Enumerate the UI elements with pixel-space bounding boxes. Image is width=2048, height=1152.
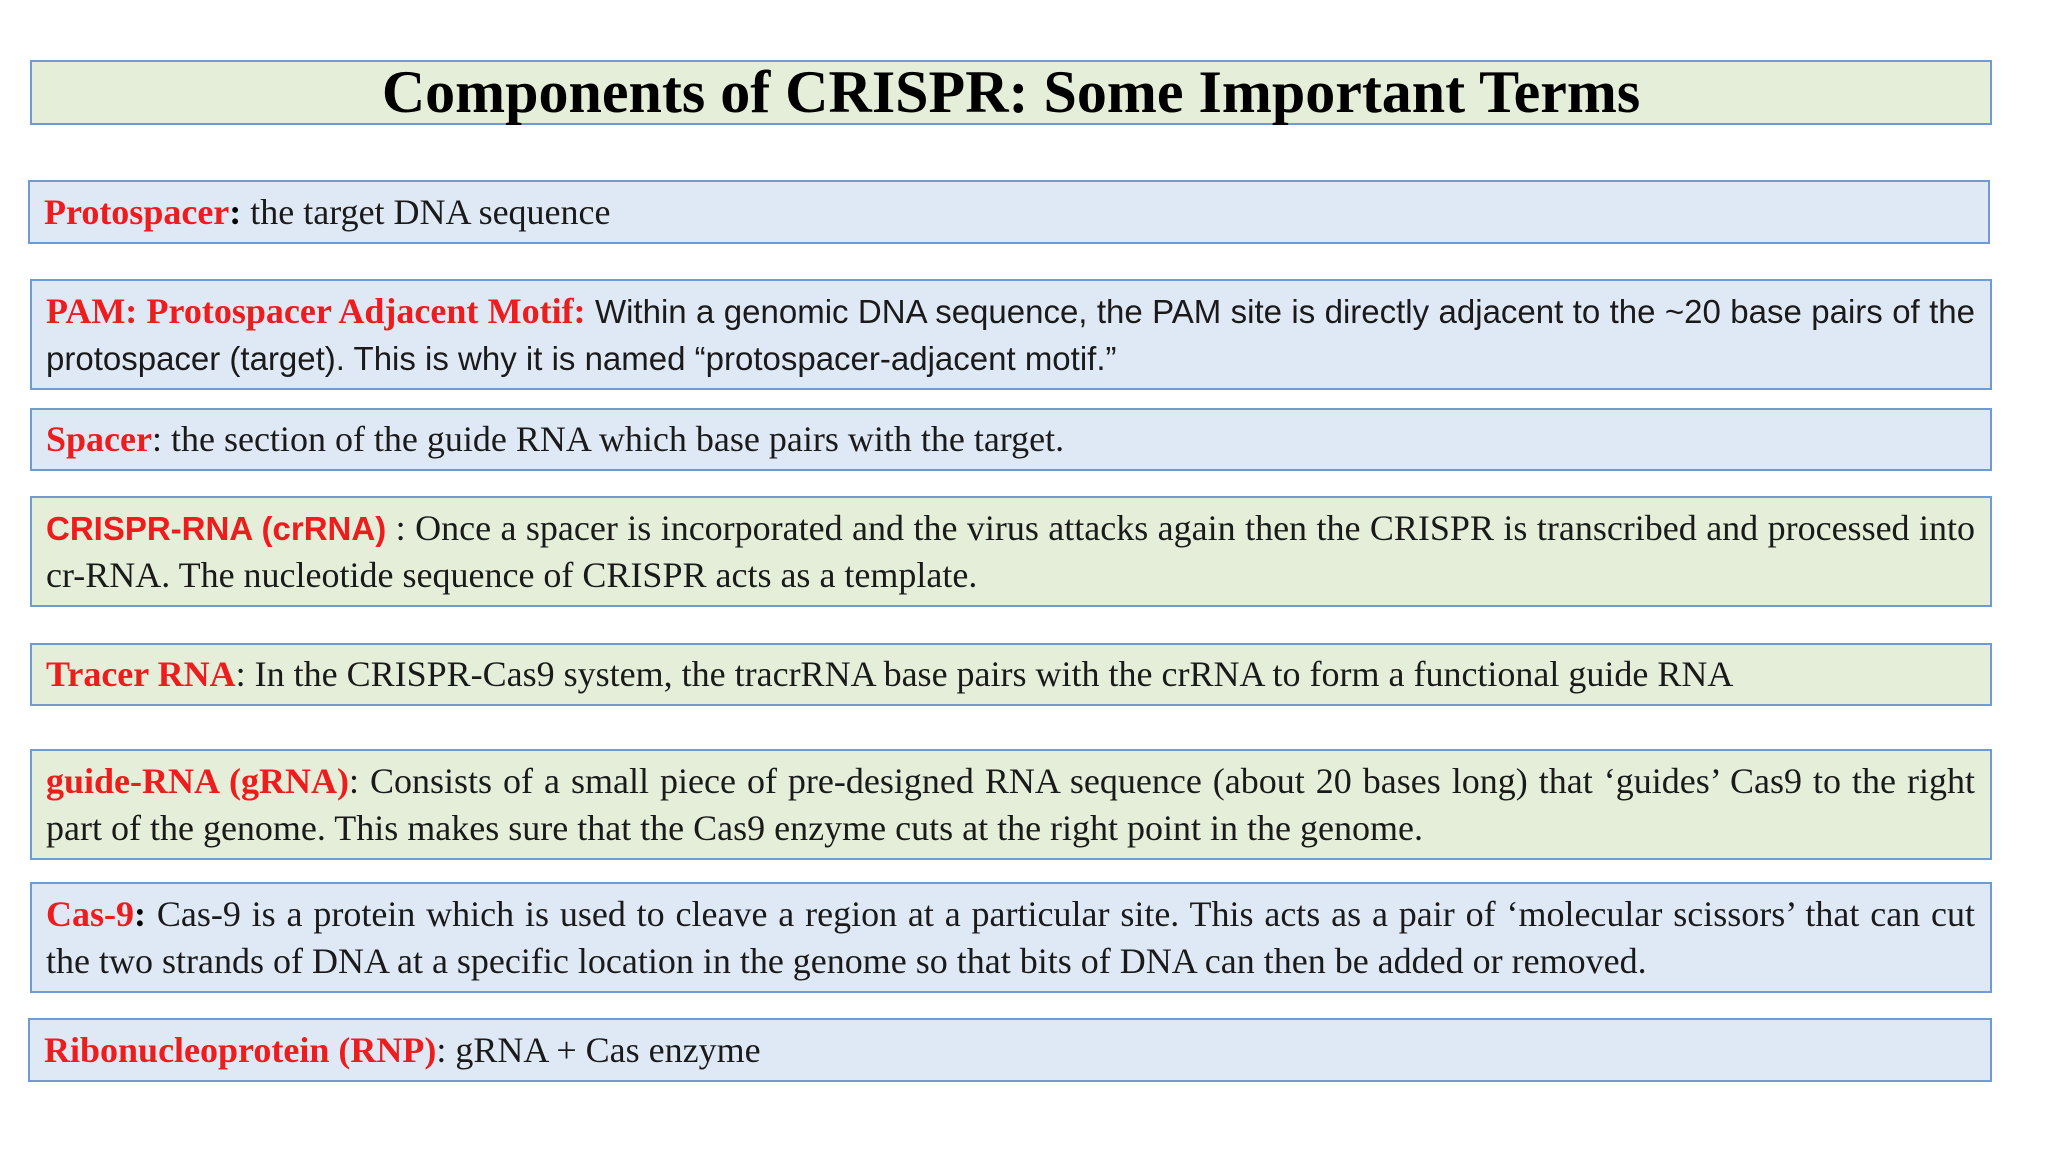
term-label: Protospacer (44, 191, 230, 232)
term-box-spacer (30, 408, 1992, 471)
term-definition: : Once a spacer is incorporated and the virus attacks again then the CRISPR is transcribed and processed into cr-RNA. The nucleotide sequence of CRISPR acts as a template. (46, 507, 1975, 595)
term-definition: Within a genomic DNA sequence, the PAM site is directly adjacent to the ~20 base pairs of the protospacer (target). This is why it is named “protospacer-adjacent motif.” (46, 292, 1975, 377)
term-box-guide-rna (30, 749, 1992, 860)
term-box-crrna (30, 496, 1992, 607)
term-text-spacer (46, 416, 1064, 463)
term-text-cas9 (46, 891, 1975, 985)
term-definition: : gRNA + Cas enzyme (436, 1029, 761, 1070)
term-label: CRISPR-RNA (crRNA) (46, 509, 387, 547)
term-text-tracer-rna (46, 651, 1733, 698)
term-definition: : Consists of a small piece of pre-designed RNA sequence (about 20 bases long) that ‘guides’ Cas9 to the right part of the genome. This makes sure that the Cas9 enzyme cuts at the right point in the genome. (46, 760, 1975, 848)
term-label: guide-RNA (gRNA) (46, 760, 349, 801)
term-text-pam (46, 288, 1975, 382)
term-text-protospacer (44, 189, 611, 236)
page-title: Components of CRISPR: Some Important Terms (381, 59, 1641, 125)
term-separator: : (134, 893, 146, 934)
term-text-crrna (46, 505, 1975, 599)
term-separator: : (229, 191, 242, 232)
term-definition: Cas-9 is a protein which is used to cleave a region at a particular site. This acts as a pair of ‘molecular scissors’ that can cut the two strands of DNA at a specific location in the genome so that bits of DNA can then be added or removed. (46, 893, 1975, 981)
term-box-pam (30, 279, 1992, 390)
term-definition: the target DNA sequence (241, 191, 611, 232)
term-text-rnp (44, 1027, 761, 1074)
term-label: PAM: Protospacer Adjacent Motif: (46, 290, 586, 331)
term-definition: : the section of the guide RNA which base pairs with the target. (151, 419, 1065, 459)
term-box-rnp (28, 1018, 1992, 1082)
term-box-tracer-rna (30, 643, 1992, 706)
term-label: Tracer RNA (46, 654, 236, 694)
term-box-cas9 (30, 882, 1992, 993)
term-definition: : In the CRISPR-Cas9 system, the tracrRNA base pairs with the crRNA to form a functional guide RNA (235, 654, 1734, 694)
term-label: Ribonucleoprotein (RNP) (44, 1029, 437, 1070)
term-box-protospacer (28, 180, 1990, 244)
term-label: Spacer (46, 419, 152, 459)
term-label: Cas-9 (46, 893, 134, 934)
title-banner (30, 60, 1992, 125)
term-text-guide-rna (46, 758, 1975, 852)
